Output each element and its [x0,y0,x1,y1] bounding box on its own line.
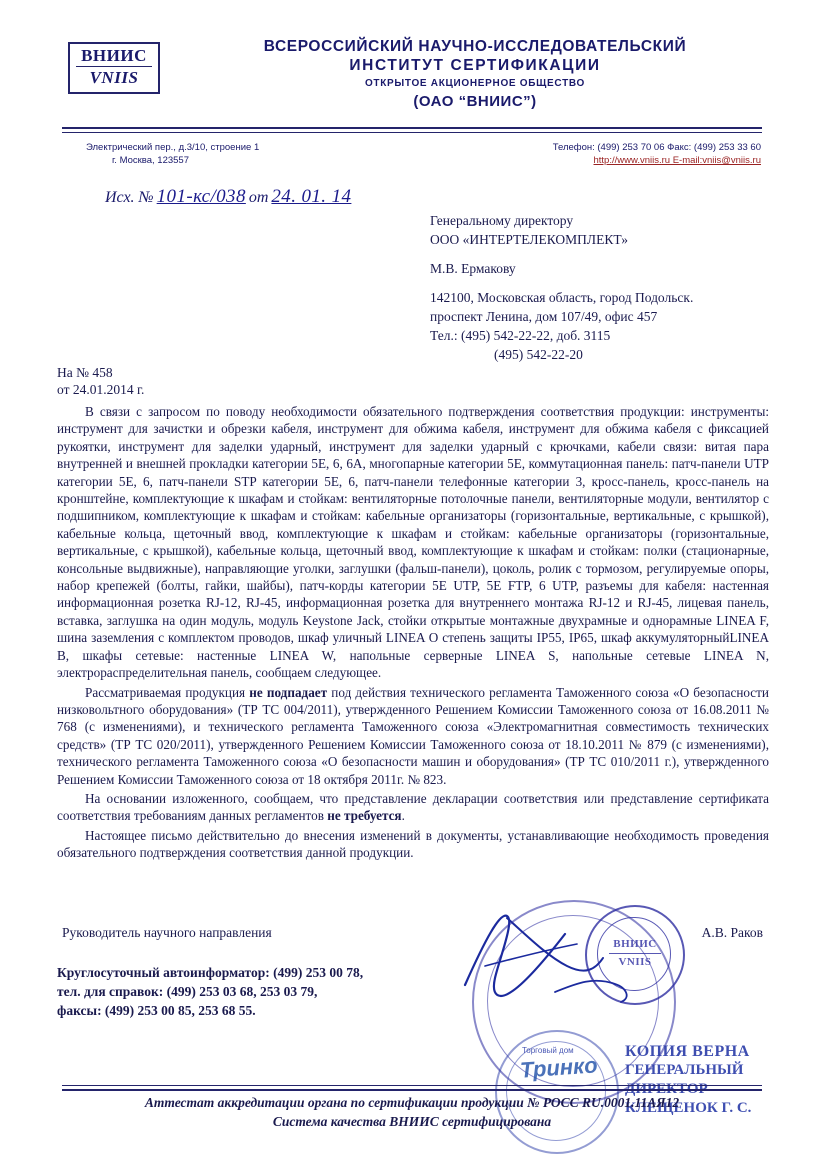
address-line-2: г. Москва, 123557 [112,155,189,166]
outgoing-from-label: от [248,189,269,206]
contacts-address [86,141,259,167]
web-email-line: http://www.vniis.ru E-mail:vniis@vniis.ru [593,155,761,166]
signature-role: Руководитель научного направления [62,925,272,940]
footer-line-1: Аттестат аккредитации органа по сертификации продукции № РОСС RU.0001.11АЯ12 [144,1095,680,1110]
contact-line-3: факсы: (499) 253 00 85, 253 68 55. [57,1003,256,1018]
org-title-line4: (ОАО “ВНИИС”) [413,93,537,110]
letter-body [57,403,769,862]
signature-name: А.В. Раков [701,925,763,940]
addressee-line-2: ООО «ИНТЕРТЕЛЕКОМПЛЕКТ» [430,232,628,247]
outgoing-number-handwritten: 101-кс/038 [156,186,246,207]
trinko-brand-sub: Торговый дом [522,1046,574,1055]
addressee-line-3: М.В. Ермакову [430,261,516,276]
addressee-block [430,211,770,364]
organization-titles [180,38,770,111]
phone-line: Телефон: (499) 253 70 06 Факс: (499) 253 33 60 [552,142,761,153]
body-p3-text-a: На основании изложенного, сообщаем, что представление декларации соответствия или представление сертификата соответствия требованиям данных регламентов [57,790,769,824]
addressee-line-6: Тел.: (495) 542-22-22, доб. 3115 [430,328,611,343]
copy-true-line-3: КЛЕЩЕНОК Г. С. [625,1100,752,1116]
outgoing-number-line [105,186,354,208]
reference-line-1: На № 458 [57,365,113,380]
body-p2-emphasis: не подпадает [249,684,328,700]
org-title-line2: ИНСТИТУТ СЕРТИФИКАЦИИ [349,57,601,74]
footer-divider-rule [62,1085,762,1091]
addressee-line-1: Генеральному директору [430,213,574,228]
logo-line-ru: ВНИИС [81,46,147,65]
footer-contact-block [57,963,363,1020]
vniis-logo [68,42,160,94]
contact-line-1: Круглосуточный автоинформатор: (499) 253 00 78, [57,965,364,980]
outgoing-label: Исх. № [105,189,154,206]
seal-line-ru: ВНИИС [613,938,657,950]
body-p3-emphasis: не требуется [327,808,402,824]
header-divider-rule [62,127,762,133]
seal-line-en: VNIIS [618,956,652,968]
logo-line-en: VNIIS [89,68,139,87]
body-p3-text-b: . [401,808,405,824]
addressee-spacer-1 [430,249,770,259]
copy-true-line-1: КОПИЯ ВЕРНА [625,1043,750,1060]
footer-accreditation [62,1093,762,1131]
body-p2-text-a: Рассматриваемая продукция [85,684,250,700]
org-title-line1: ВСЕРОССИЙСКИЙ НАУЧНО-ИССЛЕДОВАТЕЛЬСКИЙ [263,38,687,55]
copy-true-line-2: ГЕНЕРАЛЬНЫЙ ДИРЕКТОР [625,1062,744,1097]
org-title-line3: ОТКРЫТОЕ АКЦИОНЕРНОЕ ОБЩЕСТВО [364,78,586,89]
trinko-brand-logo: Тринко [519,1052,599,1083]
official-seal-vniis [585,905,685,1005]
reference-line-2: от 24.01.2014 г. [57,382,145,397]
seal-divider [609,953,661,954]
addressee-line-7: (495) 542-22-20 [494,347,583,362]
footer-line-2: Система качества ВНИИС сертифицирована [272,1114,552,1129]
body-paragraph-1 [57,403,769,682]
logo-divider [76,66,152,67]
address-line-1: Электрический пер., д.3/10, строение 1 [86,142,260,153]
official-seal-vniis-text [587,937,683,970]
outgoing-date-handwritten: 24. 01. 14 [271,186,352,207]
body-p1-text: В связи с запросом по поводу необходимости обязательного подтверждения соответствия продукции: инструменты: инструмент для зачистки и обрезки кабеля, инструмент для обжима кабеля, инструмент для обжима кабеля с фиксацией рукоятки, инструмент для заделки ударный, инструмент для заделки ударный с крючками, кабели связи: витая пара внутренней и внешней прокладки категории 5Е, 6, 6А, многопарные категории 5Е, коммутационная панель: патч-панели UTP категории 5Е, 6, патч-панели STP категории 5Е, 6, патч-панели телефонные категории 3, кросс-панель, кросс-панель на кронштейне, комплектующие к шкафам и стойкам: вентиляторные потолочные панели, вентиляторные модули, вентилятор с подшипником, комплектующие к шкафам и стойкам: кабельные организаторы (горизонтальные, вертикальные, с крышкой), кабельные кольца, щеточный ввод, комплектующие к шкафам и стойкам: кабельные организаторы (горизонтальные, вертикальные, с крышкой), кабельные кольца, щеточный ввод, комплектующие к шкафам и стойкам: полки (стационарные, консольные выдвижные), направляющие уголки, заглушки (фальш-панели), цоколь, ролик с тормозом, регулируемые опоры, набор крепежей (болты, гайки, шайбы), патч-корды категории 5Е UTP, 5Е FTP, 6 UTP, разъемы для кабеля: настенная информационная розетка RJ-12, RJ-45, информационная розетка для внутреннего монтажа RJ-12 и RJ-45, лицевая панель, вставка, заглушка на один модуль, модуль Keystone Jack, стойки открытые монтажные двухрамные и однорамные LINEA F, шина заземления с комплектом проводов, шкаф уличный LINEA O степень защиты IP55, IP65, шкаф аккумуляторныйLINEA B, шкафы сетевые: настенные LINEA W, напольные серверные LINEA S, напольные сетевые LINEA N, электрораспределительная панель, сообщаем следующее. [57,404,769,681]
body-p2-text-b: под действия технического регламента Таможенного союза «О безопасности низковольтного оборудования» (ТР ТС 004/2011), утвержденного Решением Комиссии Таможенного союза от 16.08.2011 № 768 (с изменениями), и технического регламента Таможенного союза «Электромагнитная совместимость технических средств» (ТР ТС 020/2011), утвержденного Решением Комиссии Таможенного союза от 18.10.2011 № 879 (с изменениями), технического регламента Таможенного союза «О безопасности машин и оборудования» (ТР ТС 010/2011 г.), утвержденного Решением Комиссии Таможенного союза от 18 октября 2011г. № 823. [57,684,769,787]
body-paragraph-4 [57,827,769,862]
addressee-spacer-2 [430,278,770,288]
letterhead-header [60,38,770,120]
body-p4-text: Настоящее письмо действительно до внесения изменений в документы, устанавливающие необходимость проведения обязательного подтверждения соответствия данной продукции. [57,827,769,861]
body-paragraph-2 [57,684,769,788]
reference-block [57,364,144,398]
contact-line-2: тел. для справок: (499) 253 03 68, 253 03 79, [57,984,318,999]
contacts-phone-web [553,141,761,167]
addressee-line-5: проспект Ленина, дом 107/49, офис 457 [430,309,658,324]
addressee-line-4: 142100, Московская область, город Подольск. [430,290,694,305]
body-paragraph-3 [57,790,769,825]
